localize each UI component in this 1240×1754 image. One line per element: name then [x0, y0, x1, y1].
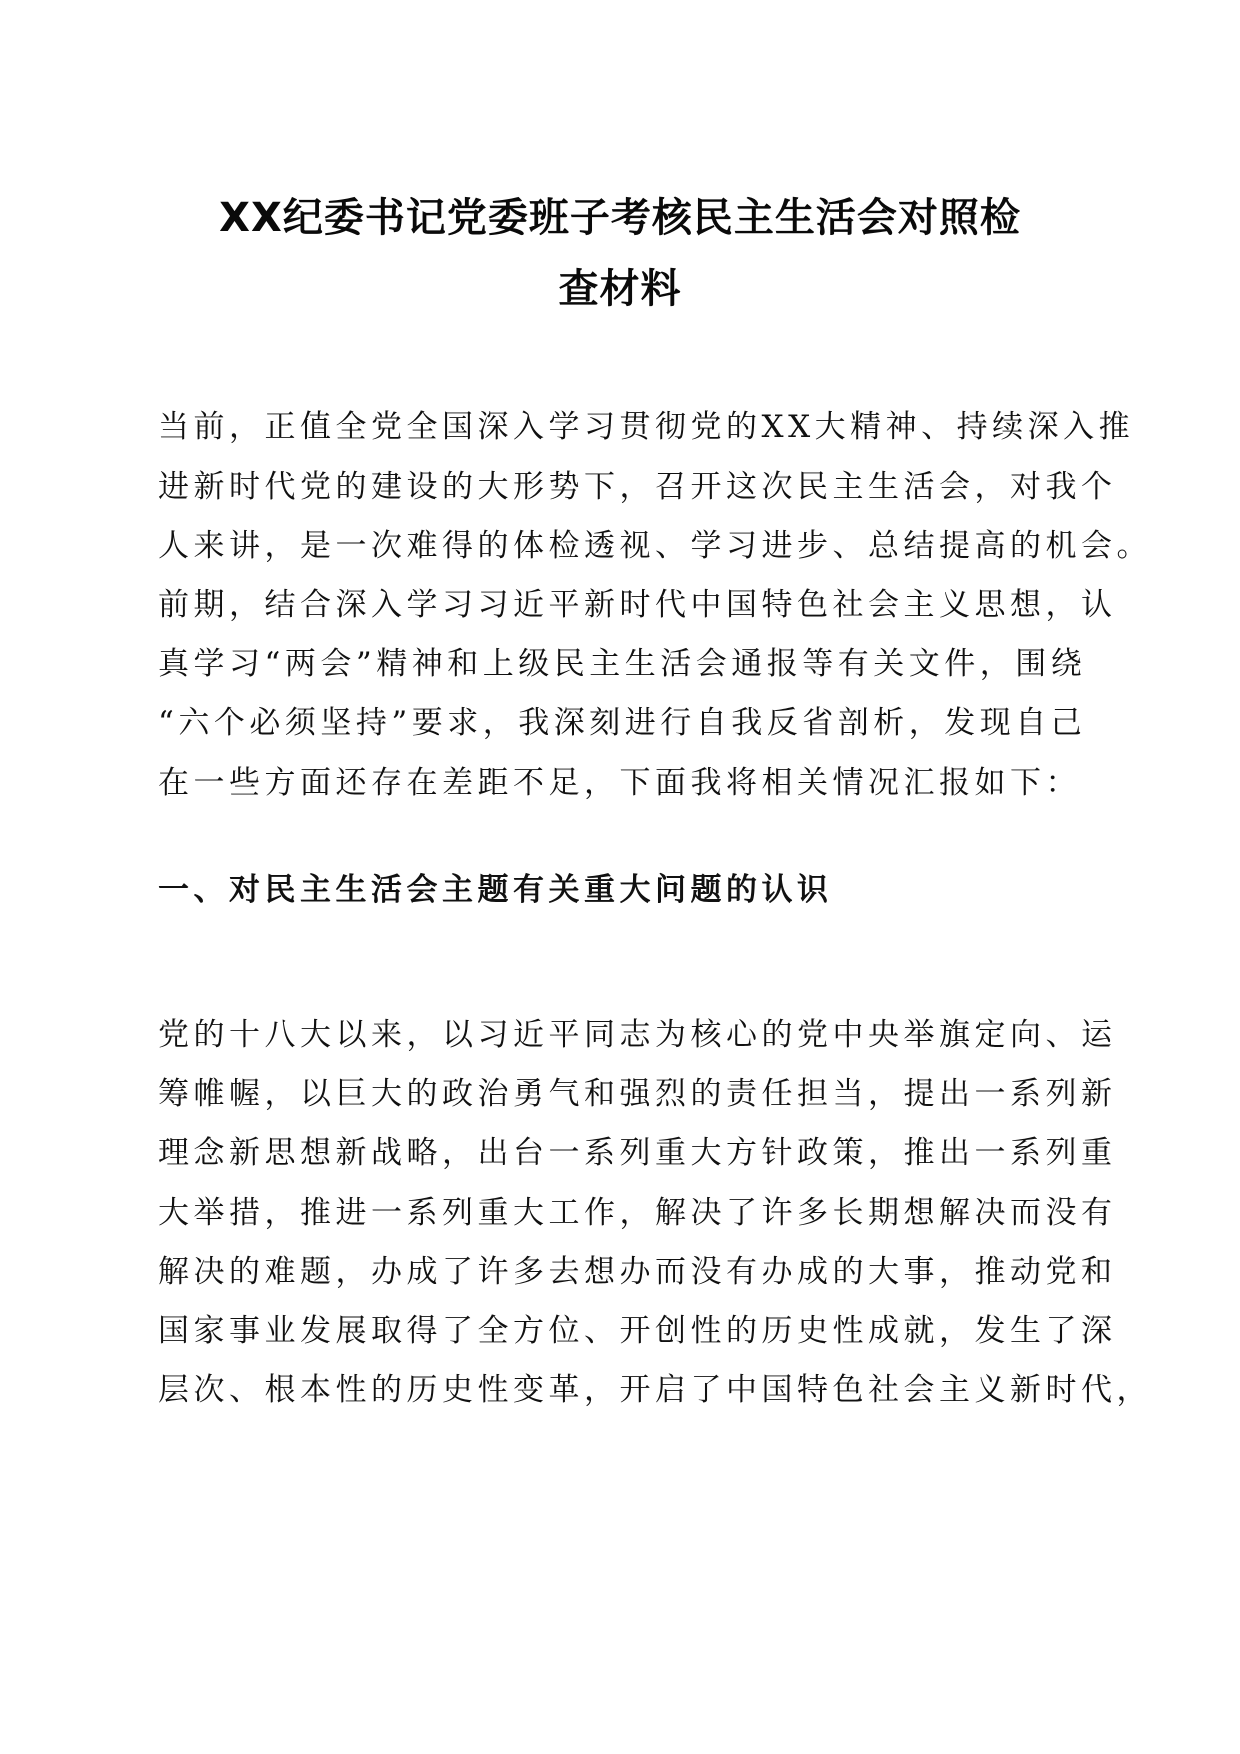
- paragraph-line: 进新时代党的建设的大形势下，召开这次民主生活会，对我个: [158, 469, 1117, 505]
- paragraph-line: 当前，正值全党全国深入学习贯彻党的XX大精神、持续深入推: [158, 409, 1135, 445]
- document-title-line-2: 查材料: [558, 266, 682, 312]
- paragraph-line: 层次、根本性的历史性变革，开启了中国特色社会主义新时代，: [158, 1372, 1152, 1408]
- paragraph-line: 在一些方面还存在差距不足，下面我将相关情况汇报如下：: [158, 765, 1081, 801]
- paragraph-line: 大举措，推进一系列重大工作，解决了许多长期想解决而没有: [158, 1195, 1117, 1231]
- document-title-line-1: XX纪委书记党委班子考核民主生活会对照检: [219, 195, 1021, 241]
- paragraph-line: 党的十八大以来，以习近平同志为核心的党中央举旗定向、运: [158, 1017, 1117, 1053]
- paragraph-line: 筹帷幄，以巨大的政治勇气和强烈的责任担当，提出一系列新: [158, 1076, 1117, 1112]
- paragraph-line: 解决的难题，办成了许多去想办而没有办成的大事，推动党和: [158, 1254, 1117, 1290]
- paragraph-line: 理念新思想新战略，出台一系列重大方针政策，推出一系列重: [158, 1135, 1117, 1171]
- paragraph-line: 国家事业发展取得了全方位、开创性的历史性成就，发生了深: [158, 1313, 1117, 1349]
- section-heading-1: 一、对民主生活会主题有关重大问题的认识: [158, 872, 833, 908]
- paragraph-line: 真学习“两会”精神和上级民主生活会通报等有关文件，围绕: [158, 646, 1087, 682]
- paragraph-line: 前期，结合深入学习习近平新时代中国特色社会主义思想，认: [158, 587, 1117, 623]
- paragraph-line: “六个必须坚持”要求，我深刻进行自我反省剖析，发现自己: [158, 705, 1087, 741]
- paragraph-line: 人来讲，是一次难得的体检透视、学习进步、总结提高的机会。: [158, 528, 1152, 564]
